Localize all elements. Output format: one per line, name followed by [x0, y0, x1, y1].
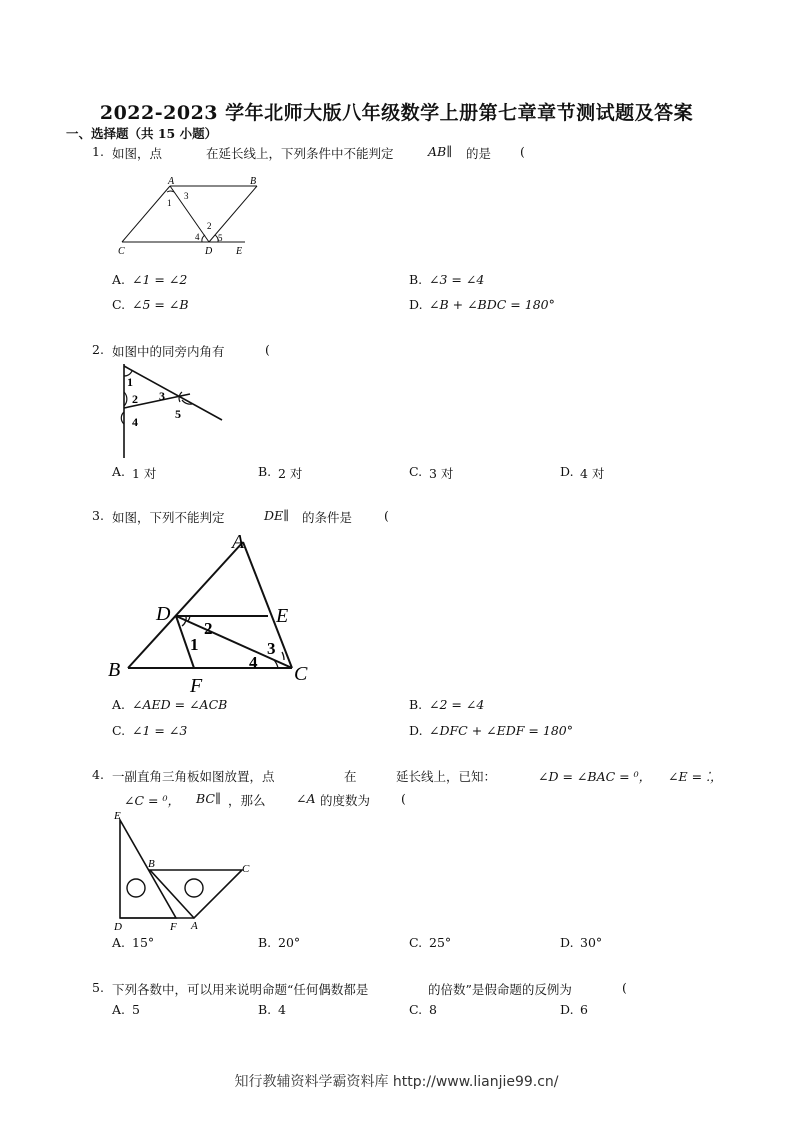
label-d: D	[156, 603, 171, 625]
label-c: C	[242, 863, 250, 875]
question-stem: 如图，点	[112, 146, 163, 161]
answer-paren: (	[622, 980, 627, 995]
angle-arc	[182, 616, 186, 626]
label-b: B	[108, 659, 121, 681]
option-text: ∠3 = ∠4	[429, 272, 485, 287]
option-letter: A.	[112, 697, 126, 712]
section-heading: 一、选择题（共 15 小题）	[66, 126, 218, 141]
option-letter: C.	[409, 464, 423, 479]
question-stem-4: ，那么	[228, 793, 266, 808]
question-stem-3: 的条件是	[302, 510, 353, 525]
label-e: E	[236, 246, 243, 257]
figure-q4	[108, 808, 258, 934]
option-letter: D.	[409, 297, 423, 312]
option-text: 6	[580, 1002, 588, 1017]
option-text: 8	[429, 1002, 437, 1017]
option-text: 30°	[580, 935, 603, 950]
option-text: ∠1 = ∠3	[132, 723, 188, 738]
option-letter: B.	[409, 272, 423, 287]
question-condition-3: ∠C = ⁰，	[124, 793, 180, 808]
option-text: ∠5 = ∠B	[132, 297, 189, 312]
question-number: 3.	[92, 508, 104, 523]
option-text: ∠DFC + ∠EDF = 180°	[429, 723, 573, 738]
label-angle-2: 2	[204, 619, 213, 638]
option-text: ∠B + ∠BDC = 180°	[429, 297, 555, 312]
question-math: AB∥	[428, 144, 452, 159]
answer-paren: (	[265, 342, 270, 357]
question-condition-1: ∠D = ∠BAC = ⁰，	[538, 769, 652, 784]
option-letter: B.	[258, 935, 272, 950]
option-text: 3 对	[429, 466, 454, 481]
line-ab	[128, 542, 243, 668]
page-title: 2022-2023 学年北师大版八年级数学上册第七章章节测试题及答案	[99, 102, 694, 124]
answer-paren: (	[401, 791, 406, 806]
figure-q2	[112, 362, 227, 460]
question-stem-3: 的是	[466, 146, 492, 161]
option-text: 1 对	[132, 466, 157, 481]
figure-q3	[104, 528, 324, 696]
label-angle-1: 1	[190, 635, 199, 654]
option-text: ∠2 = ∠4	[429, 697, 485, 712]
option-letter: C.	[409, 1002, 423, 1017]
label-b: B	[148, 858, 155, 870]
label-c: C	[118, 246, 125, 257]
line-bd	[209, 186, 257, 242]
line-ad	[170, 186, 209, 242]
question-condition-2: ∠E = ⁚，	[668, 769, 723, 784]
option-letter: A.	[112, 1002, 126, 1017]
label-angle-2: 2	[207, 221, 212, 231]
option-letter: A.	[112, 935, 126, 950]
label-a: A	[191, 920, 198, 932]
question-stem: 下列各数中，可以用来说明命题“任何偶数都是	[112, 982, 369, 997]
angle-arc	[282, 652, 284, 660]
label-b: B	[250, 176, 257, 187]
question-number: 2.	[92, 342, 104, 357]
triangle-hole	[127, 879, 145, 897]
label-a: A	[168, 176, 175, 187]
question-number: 4.	[92, 767, 104, 782]
option-letter: D.	[560, 935, 574, 950]
question-stem-2: 的倍数”是假命题的反例为	[428, 982, 572, 997]
question-number: 1.	[92, 144, 104, 159]
label-angle-3: 3	[184, 191, 189, 201]
option-letter: B.	[258, 1002, 272, 1017]
label-angle-5: 5	[175, 407, 181, 421]
option-text: 25°	[429, 935, 452, 950]
upper-line	[124, 366, 222, 420]
label-angle-4: 4	[195, 232, 200, 242]
triangle-hole	[185, 879, 203, 897]
question-stem: 一副直角三角板如图放置，点	[112, 769, 275, 784]
label-angle-4: 4	[249, 653, 258, 672]
option-letter: B.	[258, 464, 272, 479]
option-letter: A.	[112, 272, 126, 287]
option-text: 20°	[278, 935, 301, 950]
label-angle-1: 1	[127, 375, 133, 389]
question-math-angle: ∠A	[296, 791, 316, 806]
label-d: D	[205, 246, 213, 257]
option-text: 5	[132, 1002, 140, 1017]
answer-paren: (	[520, 144, 525, 159]
question-stem: 如图，下列不能判定	[112, 510, 225, 525]
label-f: F	[190, 675, 203, 696]
label-angle-3: 3	[267, 639, 276, 658]
option-letter: D.	[560, 464, 574, 479]
option-text: 2 对	[278, 466, 303, 481]
label-e: E	[276, 605, 289, 627]
option-letter: A.	[112, 464, 126, 479]
label-d: D	[114, 921, 122, 933]
label-angle-4: 4	[132, 415, 138, 429]
figure-q1	[112, 172, 262, 264]
question-stem-2: 在	[344, 769, 357, 784]
triangle-abc	[150, 870, 242, 918]
option-letter: B.	[409, 697, 423, 712]
question-math: DE∥	[264, 508, 289, 523]
label-e: E	[114, 810, 121, 822]
question-number: 5.	[92, 980, 104, 995]
option-text: ∠AED = ∠ACB	[132, 697, 228, 712]
label-f: F	[170, 921, 177, 933]
label-angle-3: 3	[159, 389, 165, 403]
question-stem-2: 在延长线上，下列条件中不能判定	[206, 146, 394, 161]
option-letter: D.	[560, 1002, 574, 1017]
label-a: A	[232, 531, 245, 553]
angle-arc	[167, 191, 174, 192]
label-c: C	[294, 663, 308, 685]
label-angle-5: 5	[218, 233, 223, 243]
option-letter: C.	[112, 723, 126, 738]
label-angle-1: 1	[167, 198, 172, 208]
question-stem: 如图中的同旁内角有	[112, 344, 225, 359]
option-letter: D.	[409, 723, 423, 738]
option-text: ∠1 = ∠2	[132, 272, 188, 287]
option-letter: C.	[112, 297, 126, 312]
label-angle-2: 2	[132, 392, 138, 406]
question-stem-3: 延长线上，已知：	[396, 769, 497, 784]
answer-paren: (	[384, 508, 389, 523]
option-text: 4	[278, 1002, 286, 1017]
line-ac	[122, 186, 170, 242]
question-math: BC∥	[196, 791, 221, 806]
option-text: 15°	[132, 935, 155, 950]
question-stem-5: 的度数为	[320, 793, 371, 808]
footer-watermark: 知行教辅资料学霸资料库 http://www.lianjie99.cn/	[234, 1074, 559, 1090]
option-letter: C.	[409, 935, 423, 950]
option-text: 4 对	[580, 466, 605, 481]
